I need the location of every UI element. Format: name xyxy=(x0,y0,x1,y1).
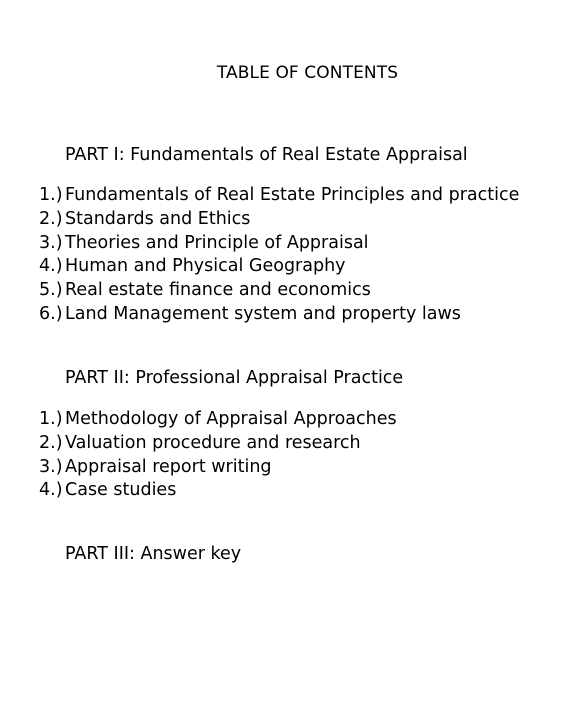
toc-item-number: 5.) xyxy=(39,280,63,301)
toc-item-number: 1.) xyxy=(39,409,63,429)
toc-item-number: 4.) xyxy=(39,480,63,501)
toc-item xyxy=(39,184,519,208)
toc-item-number: 6.) xyxy=(39,303,63,324)
part-1-heading: PART I: Fundamentals of Real Estate Appraisal xyxy=(65,145,468,165)
toc-item-text: Real estate finance and economics xyxy=(65,280,371,301)
toc-item xyxy=(39,432,397,456)
part-3-heading: PART III: Answer key xyxy=(65,544,242,564)
toc-item-text: Appraisal report writing xyxy=(65,456,272,477)
toc-item xyxy=(39,255,519,279)
toc-item xyxy=(39,279,519,303)
toc-item-number: 1.) xyxy=(39,185,63,205)
toc-item-text: Methodology of Appraisal Approaches xyxy=(65,409,397,429)
toc-item-number: 2.) xyxy=(39,208,63,229)
toc-item xyxy=(39,232,519,256)
toc-item-text: Fundamentals of Real Estate Principles and practice xyxy=(65,185,520,205)
toc-item xyxy=(39,303,519,327)
toc-item-number: 2.) xyxy=(39,432,63,453)
toc-item-number: 4.) xyxy=(39,256,63,277)
part-2-list xyxy=(39,408,397,503)
toc-item xyxy=(39,408,397,432)
toc-item xyxy=(39,456,397,480)
toc-item-number: 3.) xyxy=(39,456,63,477)
toc-item-text: Theories and Principle of Appraisal xyxy=(65,232,369,253)
toc-item-text: Land Management system and property laws xyxy=(65,303,461,324)
toc-item-text: Valuation procedure and research xyxy=(65,432,361,453)
page-title: TABLE OF CONTENTS xyxy=(216,63,399,83)
part-2-heading: PART II: Professional Appraisal Practice xyxy=(65,368,404,388)
toc-item xyxy=(39,208,519,232)
toc-item xyxy=(39,479,397,503)
toc-item-text: Standards and Ethics xyxy=(65,208,251,229)
toc-item-text: Human and Physical Geography xyxy=(65,256,346,277)
toc-item-text: Case studies xyxy=(65,480,177,501)
part-1-list xyxy=(39,184,519,327)
toc-item-number: 3.) xyxy=(39,232,63,253)
